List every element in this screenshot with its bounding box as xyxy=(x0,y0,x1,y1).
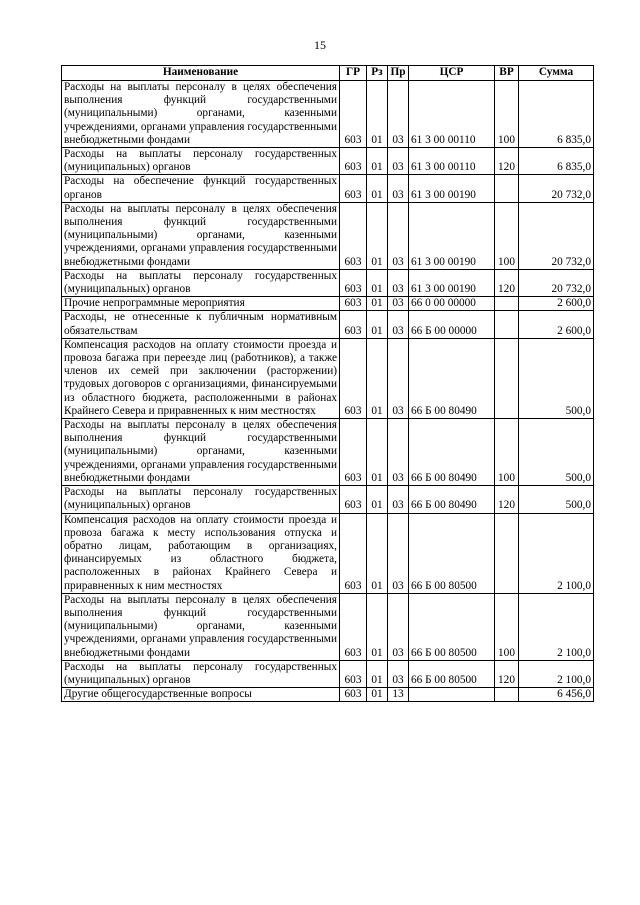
cell-pr: 03 xyxy=(388,269,409,296)
cell-sum: 20 732,0 xyxy=(519,269,594,296)
cell-pr: 03 xyxy=(388,513,409,593)
table-row xyxy=(62,311,594,338)
cell-gr: 603 xyxy=(340,269,367,296)
cell-csr xyxy=(409,688,495,702)
cell-vr xyxy=(495,688,519,702)
cell-name: Расходы на выплаты персоналу государственных (муниципальных) органов xyxy=(62,486,340,513)
cell-vr xyxy=(495,311,519,338)
cell-vr: 100 xyxy=(495,593,519,660)
cell-name: Компенсация расходов на оплату стоимости проезда и провоза багажа к месту использования отпуска и обратно лицам, работающим в организациях, финансируемых из областного бюджета, расположенных в районах Крайнего Севера и приравненных к ним местностях xyxy=(62,513,340,593)
cell-sum: 500,0 xyxy=(519,419,594,486)
cell-rz: 01 xyxy=(367,660,388,687)
cell-name: Расходы на выплаты персоналу в целях обеспечения выполнения функций государственными (муниципальными) органами, казенными учреждениями, органами управления государственными внебюджетными фондами xyxy=(62,593,340,660)
cell-csr: 61 3 00 00190 xyxy=(409,175,495,202)
cell-vr xyxy=(495,297,519,311)
cell-gr: 603 xyxy=(340,338,367,418)
table-row xyxy=(62,81,594,148)
cell-vr: 120 xyxy=(495,660,519,687)
table-row xyxy=(62,513,594,593)
cell-gr: 603 xyxy=(340,688,367,702)
budget-table xyxy=(61,65,594,702)
table-header-row xyxy=(62,66,594,81)
cell-sum: 2 600,0 xyxy=(519,311,594,338)
cell-sum: 2 100,0 xyxy=(519,513,594,593)
cell-gr: 603 xyxy=(340,486,367,513)
cell-gr: 603 xyxy=(340,513,367,593)
cell-name: Компенсация расходов на оплату стоимости проезда и провоза багажа при переезде лиц (работников), а также членов их семей при заключении (расторжении) трудовых договоров с организациями, финансируемыми из областного бюджета, расположенными в районах Крайнего Севера и приравненных к ним местностях xyxy=(62,338,340,418)
cell-sum: 20 732,0 xyxy=(519,175,594,202)
cell-name: Расходы, не отнесенные к публичным нормативным обязательствам xyxy=(62,311,340,338)
cell-vr: 100 xyxy=(495,81,519,148)
table-row xyxy=(62,202,594,269)
cell-csr: 66 Б 00 80490 xyxy=(409,419,495,486)
cell-vr: 120 xyxy=(495,148,519,175)
table-row xyxy=(62,660,594,687)
cell-rz: 01 xyxy=(367,311,388,338)
table-row xyxy=(62,175,594,202)
cell-csr: 61 3 00 00190 xyxy=(409,269,495,296)
cell-vr: 120 xyxy=(495,486,519,513)
table-row xyxy=(62,148,594,175)
cell-pr: 03 xyxy=(388,660,409,687)
cell-vr xyxy=(495,338,519,418)
header-gr: ГР xyxy=(340,66,367,81)
cell-csr: 66 Б 00 00000 xyxy=(409,311,495,338)
cell-rz: 01 xyxy=(367,513,388,593)
table-row xyxy=(62,297,594,311)
cell-vr: 100 xyxy=(495,202,519,269)
cell-name: Расходы на выплаты персоналу государственных (муниципальных) органов xyxy=(62,660,340,687)
table-row xyxy=(62,486,594,513)
header-name: Наименование xyxy=(62,66,340,81)
cell-gr: 603 xyxy=(340,81,367,148)
cell-sum: 6 835,0 xyxy=(519,81,594,148)
cell-pr: 03 xyxy=(388,419,409,486)
cell-pr: 03 xyxy=(388,148,409,175)
cell-csr: 66 Б 00 80500 xyxy=(409,513,495,593)
cell-pr: 03 xyxy=(388,81,409,148)
cell-pr: 03 xyxy=(388,175,409,202)
cell-sum: 20 732,0 xyxy=(519,202,594,269)
cell-pr: 03 xyxy=(388,311,409,338)
cell-pr: 13 xyxy=(388,688,409,702)
cell-gr: 603 xyxy=(340,419,367,486)
header-pr: Пр xyxy=(388,66,409,81)
cell-gr: 603 xyxy=(340,148,367,175)
cell-vr xyxy=(495,175,519,202)
cell-rz: 01 xyxy=(367,175,388,202)
cell-csr: 66 0 00 00000 xyxy=(409,297,495,311)
cell-csr: 66 Б 00 80500 xyxy=(409,660,495,687)
cell-name: Расходы на выплаты персоналу в целях обеспечения выполнения функций государственными (муниципальными) органами, казенными учреждениями, органами управления государственными внебюджетными фондами xyxy=(62,81,340,148)
cell-gr: 603 xyxy=(340,175,367,202)
cell-csr: 66 Б 00 80490 xyxy=(409,486,495,513)
cell-pr: 03 xyxy=(388,297,409,311)
header-vr: ВР xyxy=(495,66,519,81)
cell-name: Прочие непрограммные мероприятия xyxy=(62,297,340,311)
cell-pr: 03 xyxy=(388,338,409,418)
table-row xyxy=(62,688,594,702)
cell-sum: 500,0 xyxy=(519,486,594,513)
cell-csr: 61 3 00 00190 xyxy=(409,202,495,269)
cell-rz: 01 xyxy=(367,148,388,175)
cell-rz: 01 xyxy=(367,338,388,418)
cell-pr: 03 xyxy=(388,486,409,513)
cell-rz: 01 xyxy=(367,688,388,702)
header-rz: Рз xyxy=(367,66,388,81)
cell-name: Расходы на выплаты персоналу государственных (муниципальных) органов xyxy=(62,148,340,175)
page-number: 15 xyxy=(314,38,326,52)
cell-sum: 2 100,0 xyxy=(519,593,594,660)
cell-rz: 01 xyxy=(367,486,388,513)
cell-pr: 03 xyxy=(388,593,409,660)
cell-csr: 61 3 00 00110 xyxy=(409,81,495,148)
cell-csr: 61 3 00 00110 xyxy=(409,148,495,175)
cell-rz: 01 xyxy=(367,269,388,296)
cell-csr: 66 Б 00 80490 xyxy=(409,338,495,418)
table-row xyxy=(62,593,594,660)
cell-name: Расходы на выплаты персоналу в целях обеспечения выполнения функций государственными (муниципальными) органами, казенными учреждениями, органами управления государственными внебюджетными фондами xyxy=(62,419,340,486)
cell-name: Другие общегосударственные вопросы xyxy=(62,688,340,702)
cell-sum: 2 600,0 xyxy=(519,297,594,311)
header-sum: Сумма xyxy=(519,66,594,81)
cell-name: Расходы на выплаты персоналу государственных (муниципальных) органов xyxy=(62,269,340,296)
header-csr: ЦСР xyxy=(409,66,495,81)
cell-vr: 120 xyxy=(495,269,519,296)
table-row xyxy=(62,419,594,486)
cell-rz: 01 xyxy=(367,81,388,148)
cell-gr: 603 xyxy=(340,202,367,269)
cell-gr: 603 xyxy=(340,660,367,687)
table-row xyxy=(62,338,594,418)
table-row xyxy=(62,269,594,296)
cell-gr: 603 xyxy=(340,311,367,338)
cell-rz: 01 xyxy=(367,202,388,269)
cell-csr: 66 Б 00 80500 xyxy=(409,593,495,660)
cell-vr: 100 xyxy=(495,419,519,486)
cell-gr: 603 xyxy=(340,593,367,660)
cell-rz: 01 xyxy=(367,297,388,311)
cell-sum: 6 835,0 xyxy=(519,148,594,175)
cell-vr xyxy=(495,513,519,593)
cell-rz: 01 xyxy=(367,419,388,486)
cell-rz: 01 xyxy=(367,593,388,660)
cell-gr: 603 xyxy=(340,297,367,311)
cell-sum: 6 456,0 xyxy=(519,688,594,702)
cell-pr: 03 xyxy=(388,202,409,269)
cell-sum: 2 100,0 xyxy=(519,660,594,687)
cell-name: Расходы на выплаты персоналу в целях обеспечения выполнения функций государственными (муниципальными) органами, казенными учреждениями, органами управления государственными внебюджетными фондами xyxy=(62,202,340,269)
cell-name: Расходы на обеспечение функций государственных органов xyxy=(62,175,340,202)
cell-sum: 500,0 xyxy=(519,338,594,418)
